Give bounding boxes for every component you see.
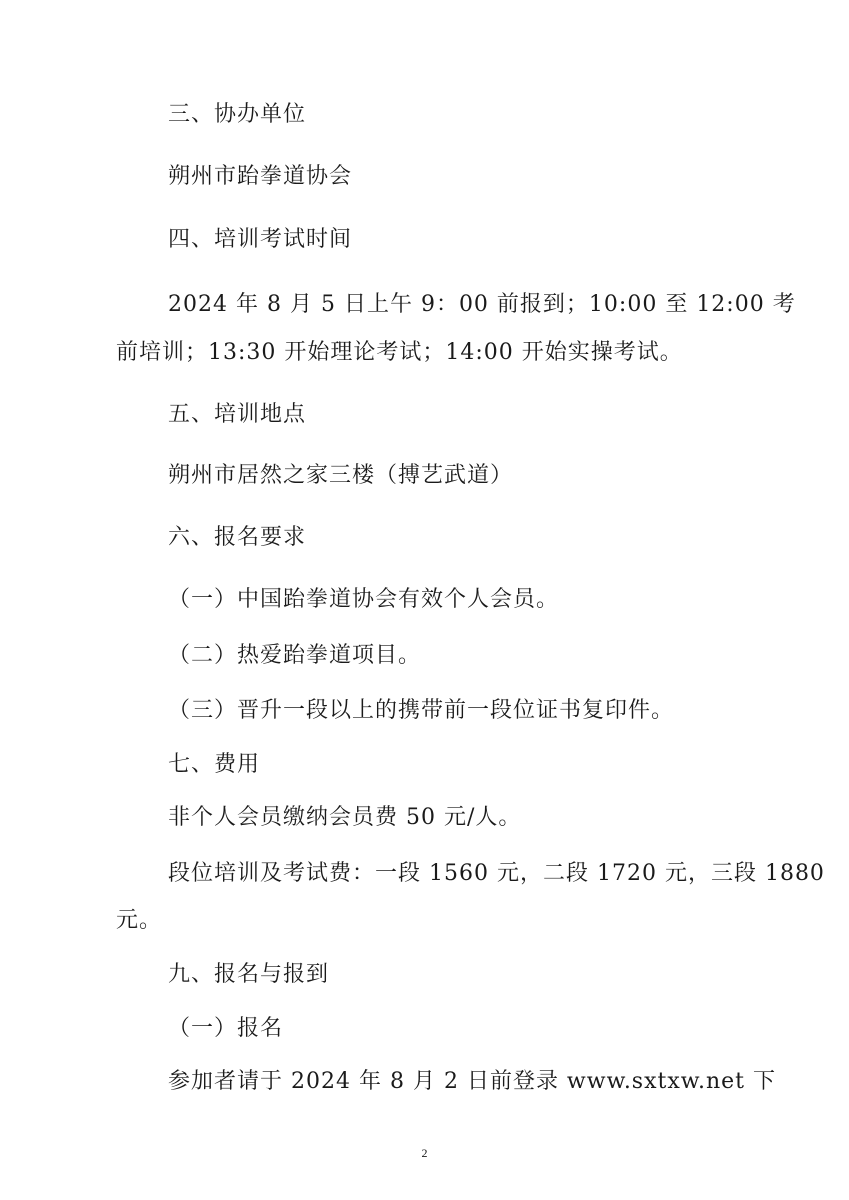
- exam-fee-text-line-2: 元。: [116, 908, 163, 933]
- page-number: 2: [421, 1146, 428, 1160]
- training-location-text: 朔州市居然之家三楼（搏艺武道）: [168, 463, 514, 488]
- registration-text: 参加者请于 2024 年 8 月 2 日前登录 www.sxtxw.net 下: [168, 1069, 776, 1094]
- section-heading-registration-requirements: 六、报名要求: [168, 525, 307, 550]
- section-heading-training-location: 五、培训地点: [168, 402, 307, 427]
- training-time-text-line-2: 前培训；13:30 开始理论考试；14:00 开始实操考试。: [116, 340, 683, 365]
- section-heading-co-organizer: 三、协办单位: [168, 102, 307, 127]
- requirement-item-3: （三）晋升一段以上的携带前一段位证书复印件。: [168, 698, 675, 723]
- requirement-item-1: （一）中国跆拳道协会有效个人会员。: [168, 587, 560, 612]
- training-time-text-line-1: 2024 年 8 月 5 日上午 9：00 前报到；10:00 至 12:00 考: [168, 292, 796, 317]
- subsection-heading-registration: （一）报名: [168, 1016, 284, 1041]
- exam-fee-text-line-1: 段位培训及考试费：一段 1560 元，二段 1720 元，三段 1880: [168, 861, 825, 886]
- section-heading-fees: 七、费用: [168, 752, 261, 777]
- requirement-item-2: （二）热爱跆拳道项目。: [168, 643, 422, 668]
- section-heading-training-time: 四、培训考试时间: [168, 227, 353, 252]
- section-heading-registration-check-in: 九、报名与报到: [168, 962, 330, 987]
- membership-fee-text: 非个人会员缴纳会员费 50 元/人。: [168, 805, 522, 830]
- co-organizer-text: 朔州市跆拳道协会: [168, 164, 353, 189]
